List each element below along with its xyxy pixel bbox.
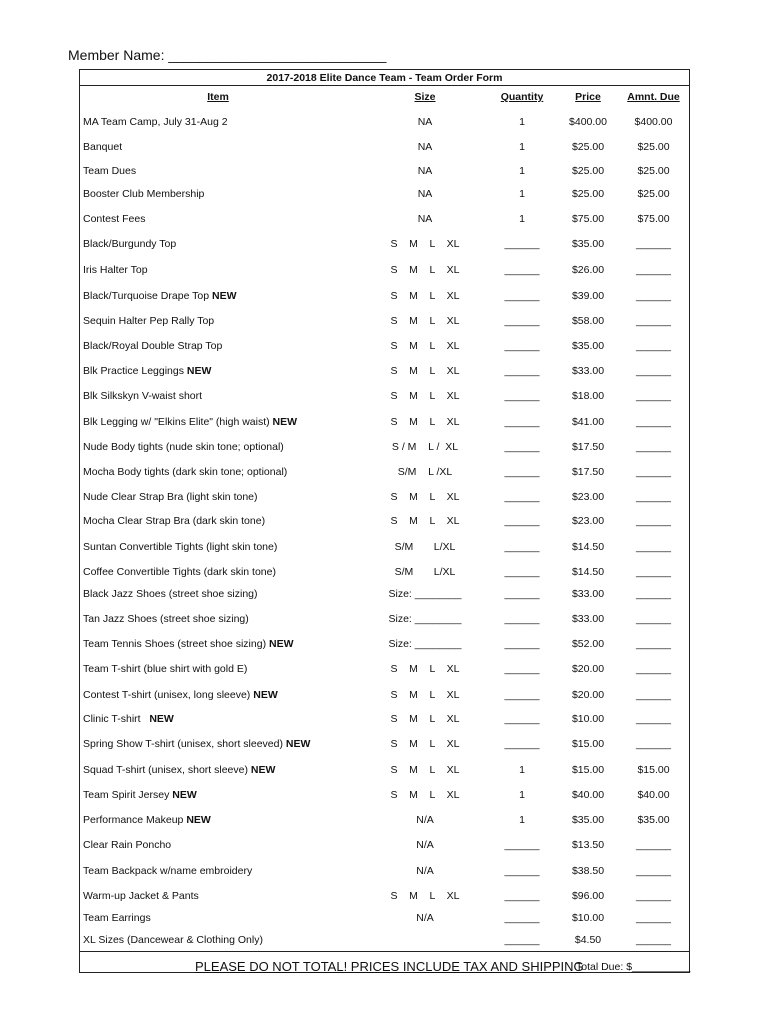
table-row xyxy=(80,713,689,727)
new-badge: NEW xyxy=(269,638,294,650)
item-name: Sequin Halter Pep Rally Top xyxy=(83,315,215,327)
table-row xyxy=(80,839,689,853)
amount-due-field[interactable]: ______ xyxy=(635,390,672,402)
table-row xyxy=(80,912,689,926)
size-options[interactable]: Size: ________ xyxy=(388,588,462,600)
quantity-field[interactable]: ______ xyxy=(504,238,540,250)
amount-due-field[interactable]: ______ xyxy=(635,541,672,553)
member-name-field[interactable]: Member Name: ____________________________ xyxy=(68,47,387,63)
item-name: Banquet xyxy=(83,141,123,153)
quantity-field[interactable]: ______ xyxy=(504,663,540,675)
amount-due-field[interactable]: $25.00 xyxy=(637,141,670,153)
item-name: Contest T-shirt (unisex, long sleeve) NEW xyxy=(83,689,278,701)
table-row xyxy=(80,365,689,379)
amount-due-field[interactable]: ______ xyxy=(635,566,672,578)
size-options[interactable]: S M L XL xyxy=(390,689,460,701)
item-name: XL Sizes (Dancewear & Clothing Only) xyxy=(83,934,263,947)
column-header-quantity: Quantity xyxy=(500,91,544,103)
item-name: Nude Body tights (nude skin tone; optional) xyxy=(83,441,284,453)
order-form-table xyxy=(79,69,690,973)
quantity-field[interactable]: 1 xyxy=(519,188,525,200)
amount-due-field[interactable]: $40.00 xyxy=(637,789,670,801)
quantity-field[interactable]: ______ xyxy=(504,441,540,453)
price-value: $96.00 xyxy=(571,890,605,902)
new-badge: NEW xyxy=(272,416,298,428)
amount-due-field[interactable]: ______ xyxy=(635,315,672,327)
size-options[interactable]: S M L XL xyxy=(390,764,460,776)
table-row xyxy=(80,390,689,404)
table-row xyxy=(80,515,689,529)
price-value: $38.50 xyxy=(571,865,605,877)
amount-due-field[interactable]: ______ xyxy=(635,416,672,428)
table-row xyxy=(80,566,689,580)
table-row xyxy=(80,613,689,627)
item-name: Mocha Clear Strap Bra (dark skin tone) xyxy=(83,515,266,527)
price-value: $17.50 xyxy=(571,466,605,478)
new-badge: NEW xyxy=(149,713,174,725)
table-row xyxy=(80,315,689,329)
new-badge: NEW xyxy=(250,764,276,776)
quantity-field[interactable]: ______ xyxy=(504,738,540,750)
price-value: $20.00 xyxy=(571,689,605,701)
amount-due-field[interactable]: ______ xyxy=(635,738,672,750)
amount-due-field[interactable]: ______ xyxy=(635,365,672,377)
price-value: $33.00 xyxy=(571,588,605,600)
quantity-field[interactable]: ______ xyxy=(504,566,540,578)
item-name: Contest Fees xyxy=(83,213,146,225)
table-row xyxy=(80,814,689,828)
size-options[interactable]: S/M L /XL xyxy=(397,466,453,478)
price-value: $18.00 xyxy=(571,390,605,402)
size-options[interactable]: Size: ________ xyxy=(388,613,462,625)
footer-divider xyxy=(80,951,689,952)
amount-due-field[interactable]: ______ xyxy=(635,865,672,877)
size-options[interactable]: NA xyxy=(417,116,433,128)
new-badge: NEW xyxy=(285,738,311,750)
size-options[interactable]: N/A xyxy=(416,814,434,826)
amount-due-field[interactable]: ______ xyxy=(635,890,672,902)
table-row xyxy=(80,116,689,130)
item-name: Team Earrings xyxy=(83,912,151,924)
amount-due-field[interactable]: ______ xyxy=(635,515,672,527)
quantity-field[interactable]: ______ xyxy=(504,390,540,402)
no-total-notice: PLEASE DO NOT TOTAL! PRICES INCLUDE TAX AND SHIPPING xyxy=(195,959,584,974)
size-options[interactable]: S/M L/XL xyxy=(394,541,456,553)
item-name: Blk Silkskyn V-waist short xyxy=(83,390,203,402)
price-value: $17.50 xyxy=(571,441,605,453)
item-name: Mocha Body tights (dark skin tone; optional) xyxy=(83,466,288,478)
quantity-field[interactable]: ______ xyxy=(504,638,540,650)
size-options[interactable]: S M L XL xyxy=(390,491,460,503)
column-header-size: Size xyxy=(414,91,436,103)
table-row xyxy=(80,764,689,778)
table-row xyxy=(80,738,689,752)
item-name: Blk Practice Leggings NEW xyxy=(83,365,212,377)
new-badge: NEW xyxy=(172,789,197,801)
size-options[interactable]: S / M L / XL xyxy=(391,441,459,453)
size-options[interactable]: S M L XL xyxy=(390,713,460,725)
price-value: $23.00 xyxy=(571,491,605,503)
item-name: Suntan Convertible Tights (light skin tone) xyxy=(83,541,278,553)
quantity-field[interactable]: 1 xyxy=(519,764,525,776)
amount-due-field[interactable]: ______ xyxy=(635,340,672,352)
amount-due-field[interactable]: ______ xyxy=(635,588,672,600)
amount-due-field[interactable]: ______ xyxy=(635,689,672,701)
table-row xyxy=(80,188,689,202)
price-value: $25.00 xyxy=(571,165,605,177)
quantity-field[interactable]: 1 xyxy=(519,213,525,225)
form-title: 2017-2018 Elite Dance Team - Team Order Form xyxy=(266,72,503,84)
amount-due-field[interactable]: ______ xyxy=(635,839,672,851)
item-name: Clear Rain Poncho xyxy=(83,839,172,851)
item-name: Black/Royal Double Strap Top xyxy=(83,340,223,352)
table-row xyxy=(80,789,689,803)
price-value: $25.00 xyxy=(571,141,605,153)
table-row xyxy=(80,441,689,455)
size-options[interactable]: S M L XL xyxy=(390,238,460,250)
price-value: $40.00 xyxy=(571,789,605,801)
amount-due-field[interactable]: ______ xyxy=(635,466,672,478)
quantity-field[interactable]: 1 xyxy=(519,116,525,128)
quantity-field[interactable]: ______ xyxy=(504,491,540,503)
size-options[interactable]: S M L XL xyxy=(390,416,460,428)
quantity-field[interactable]: ______ xyxy=(504,839,540,851)
size-options[interactable]: NA xyxy=(417,213,433,225)
item-name: Clinic T-shirt NEW xyxy=(83,713,174,725)
amount-due-field[interactable]: $75.00 xyxy=(637,213,670,225)
item-name: Iris Halter Top xyxy=(83,264,148,276)
new-badge: NEW xyxy=(186,814,211,826)
quantity-field[interactable]: ______ xyxy=(504,689,540,701)
amount-due-field[interactable]: ______ xyxy=(635,491,672,503)
total-due-field[interactable]: Total Due: $__________ xyxy=(576,961,691,973)
quantity-field[interactable]: 1 xyxy=(519,165,525,177)
size-options[interactable]: S M L XL xyxy=(390,789,460,801)
size-options[interactable]: S M L XL xyxy=(390,365,460,377)
table-row xyxy=(80,466,689,480)
quantity-field[interactable]: ______ xyxy=(504,934,540,947)
price-value: $10.00 xyxy=(571,912,605,924)
table-row xyxy=(80,340,689,354)
item-name: Spring Show T-shirt (unisex, short sleeved) NEW xyxy=(83,738,311,750)
price-value: $26.00 xyxy=(571,264,605,276)
table-row xyxy=(80,541,689,555)
price-value: $35.00 xyxy=(571,238,605,250)
price-value: $14.50 xyxy=(571,541,605,553)
price-value: $400.00 xyxy=(569,116,607,128)
quantity-field[interactable]: ______ xyxy=(504,340,540,352)
quantity-field[interactable]: ______ xyxy=(504,290,540,302)
table-row xyxy=(80,238,689,252)
price-value: $14.50 xyxy=(571,566,605,578)
size-options[interactable]: S M L XL xyxy=(390,890,460,902)
item-name: Black/Burgundy Top xyxy=(83,238,177,250)
amount-due-field[interactable]: $25.00 xyxy=(637,165,670,177)
amount-due-field[interactable]: $35.00 xyxy=(637,814,670,826)
amount-due-field[interactable]: ______ xyxy=(635,290,672,302)
quantity-field[interactable]: ______ xyxy=(504,613,540,625)
size-options[interactable]: Size: ________ xyxy=(388,638,462,650)
size-options[interactable]: NA xyxy=(417,165,433,177)
size-options[interactable]: NA xyxy=(417,188,433,200)
size-options[interactable]: N/A xyxy=(416,912,434,924)
amount-due-field[interactable]: ______ xyxy=(635,441,672,453)
quantity-field[interactable]: ______ xyxy=(504,912,540,924)
price-value: $4.50 xyxy=(574,934,602,947)
price-value: $15.00 xyxy=(571,738,605,750)
quantity-field[interactable]: 1 xyxy=(519,814,525,826)
size-options[interactable]: S M L XL xyxy=(390,663,460,675)
quantity-field[interactable]: ______ xyxy=(504,541,540,553)
table-row xyxy=(80,264,689,278)
table-row xyxy=(80,213,689,227)
new-badge: NEW xyxy=(212,290,237,302)
table-row xyxy=(80,865,689,879)
item-name: Black Jazz Shoes (street shoe sizing) xyxy=(83,588,258,600)
item-name: Coffee Convertible Tights (dark skin tone) xyxy=(83,566,276,578)
size-options[interactable]: S M L XL xyxy=(390,264,460,276)
quantity-field[interactable]: 1 xyxy=(519,789,525,801)
price-value: $75.00 xyxy=(571,213,605,225)
price-value: $52.00 xyxy=(571,638,605,650)
item-name: Team Spirit Jersey NEW xyxy=(83,789,197,801)
quantity-field[interactable]: ______ xyxy=(504,865,540,877)
quantity-field[interactable]: 1 xyxy=(519,141,525,153)
item-name: Team Dues xyxy=(83,165,137,177)
amount-due-field[interactable]: ______ xyxy=(635,238,672,250)
quantity-field[interactable]: ______ xyxy=(504,588,540,600)
table-row xyxy=(80,638,689,652)
table-row xyxy=(80,689,689,703)
new-badge: NEW xyxy=(253,689,278,701)
size-options[interactable]: S M L XL xyxy=(390,738,460,750)
quantity-field[interactable]: ______ xyxy=(504,466,540,478)
item-name: Team T-shirt (blue shirt with gold E) xyxy=(83,663,248,675)
amount-due-field[interactable]: ______ xyxy=(635,663,672,675)
column-header-amount-due: Amnt. Due xyxy=(627,91,680,103)
table-row xyxy=(80,416,689,430)
header-divider xyxy=(80,85,689,86)
price-value: $25.00 xyxy=(571,188,605,200)
item-name: Blk Legging w/ "Elkins Elite" (high waist) NEW xyxy=(83,416,298,428)
table-row xyxy=(80,290,689,304)
size-options[interactable]: S M L XL xyxy=(390,390,460,402)
price-value: $33.00 xyxy=(571,365,605,377)
item-name: Performance Makeup NEW xyxy=(83,814,211,826)
amount-due-field[interactable]: ______ xyxy=(635,934,672,947)
price-value: $23.00 xyxy=(571,515,605,527)
item-name: Team Backpack w/name embroidery xyxy=(83,865,253,877)
size-options[interactable]: S/M L/XL xyxy=(394,566,456,578)
size-options[interactable]: S M L XL xyxy=(390,515,460,527)
table-row xyxy=(80,491,689,505)
size-options[interactable]: N/A xyxy=(416,865,434,877)
quantity-field[interactable]: ______ xyxy=(504,264,540,276)
table-row xyxy=(80,165,689,179)
size-options[interactable]: S M L XL xyxy=(390,290,460,302)
item-name: Tan Jazz Shoes (street shoe sizing) xyxy=(83,613,249,625)
item-name: Team Tennis Shoes (street shoe sizing) NEW xyxy=(83,638,294,650)
price-value: $10.00 xyxy=(571,713,605,725)
amount-due-field[interactable]: $15.00 xyxy=(637,764,670,776)
price-value: $35.00 xyxy=(571,814,605,826)
price-value: $39.00 xyxy=(571,290,605,302)
quantity-field[interactable]: ______ xyxy=(504,416,540,428)
table-row xyxy=(80,934,689,948)
price-value: $41.00 xyxy=(571,416,605,428)
price-value: $35.00 xyxy=(571,340,605,352)
amount-due-field[interactable]: ______ xyxy=(635,638,672,650)
item-name: Squad T-shirt (unisex, short sleeve) NEW xyxy=(83,764,276,776)
table-row xyxy=(80,663,689,677)
table-row xyxy=(80,588,689,602)
quantity-field[interactable]: ______ xyxy=(504,365,540,377)
size-options[interactable]: S M L XL xyxy=(390,340,460,352)
price-value: $33.00 xyxy=(571,613,605,625)
quantity-field[interactable]: ______ xyxy=(504,515,540,527)
item-name: Black/Turquoise Drape Top NEW xyxy=(83,290,237,302)
table-row xyxy=(80,890,689,904)
amount-due-field[interactable]: $25.00 xyxy=(637,188,670,200)
amount-due-field[interactable]: ______ xyxy=(635,713,672,725)
size-options[interactable]: NA xyxy=(417,141,433,153)
item-name: Booster Club Membership xyxy=(83,188,205,200)
price-value: $13.50 xyxy=(571,839,605,851)
amount-due-field[interactable]: ______ xyxy=(635,912,672,924)
quantity-field[interactable]: ______ xyxy=(504,890,540,902)
column-header-item: Item xyxy=(207,91,229,103)
quantity-field[interactable]: ______ xyxy=(504,315,540,327)
column-header-price: Price xyxy=(575,91,601,103)
price-value: $20.00 xyxy=(571,663,605,675)
size-options[interactable]: S M L XL xyxy=(390,315,460,327)
amount-due-field[interactable]: ______ xyxy=(635,613,672,625)
new-badge: NEW xyxy=(186,365,212,377)
price-value: $58.00 xyxy=(571,315,605,327)
size-options[interactable]: N/A xyxy=(416,839,434,851)
amount-due-field[interactable]: $400.00 xyxy=(634,116,673,128)
item-name: MA Team Camp, July 31-Aug 2 xyxy=(83,116,228,128)
amount-due-field[interactable]: ______ xyxy=(635,264,672,276)
item-name: Nude Clear Strap Bra (light skin tone) xyxy=(83,491,258,503)
price-value: $15.00 xyxy=(571,764,605,776)
table-row xyxy=(80,141,689,155)
quantity-field[interactable]: ______ xyxy=(504,713,540,725)
item-name: Warm-up Jacket & Pants xyxy=(83,890,199,902)
